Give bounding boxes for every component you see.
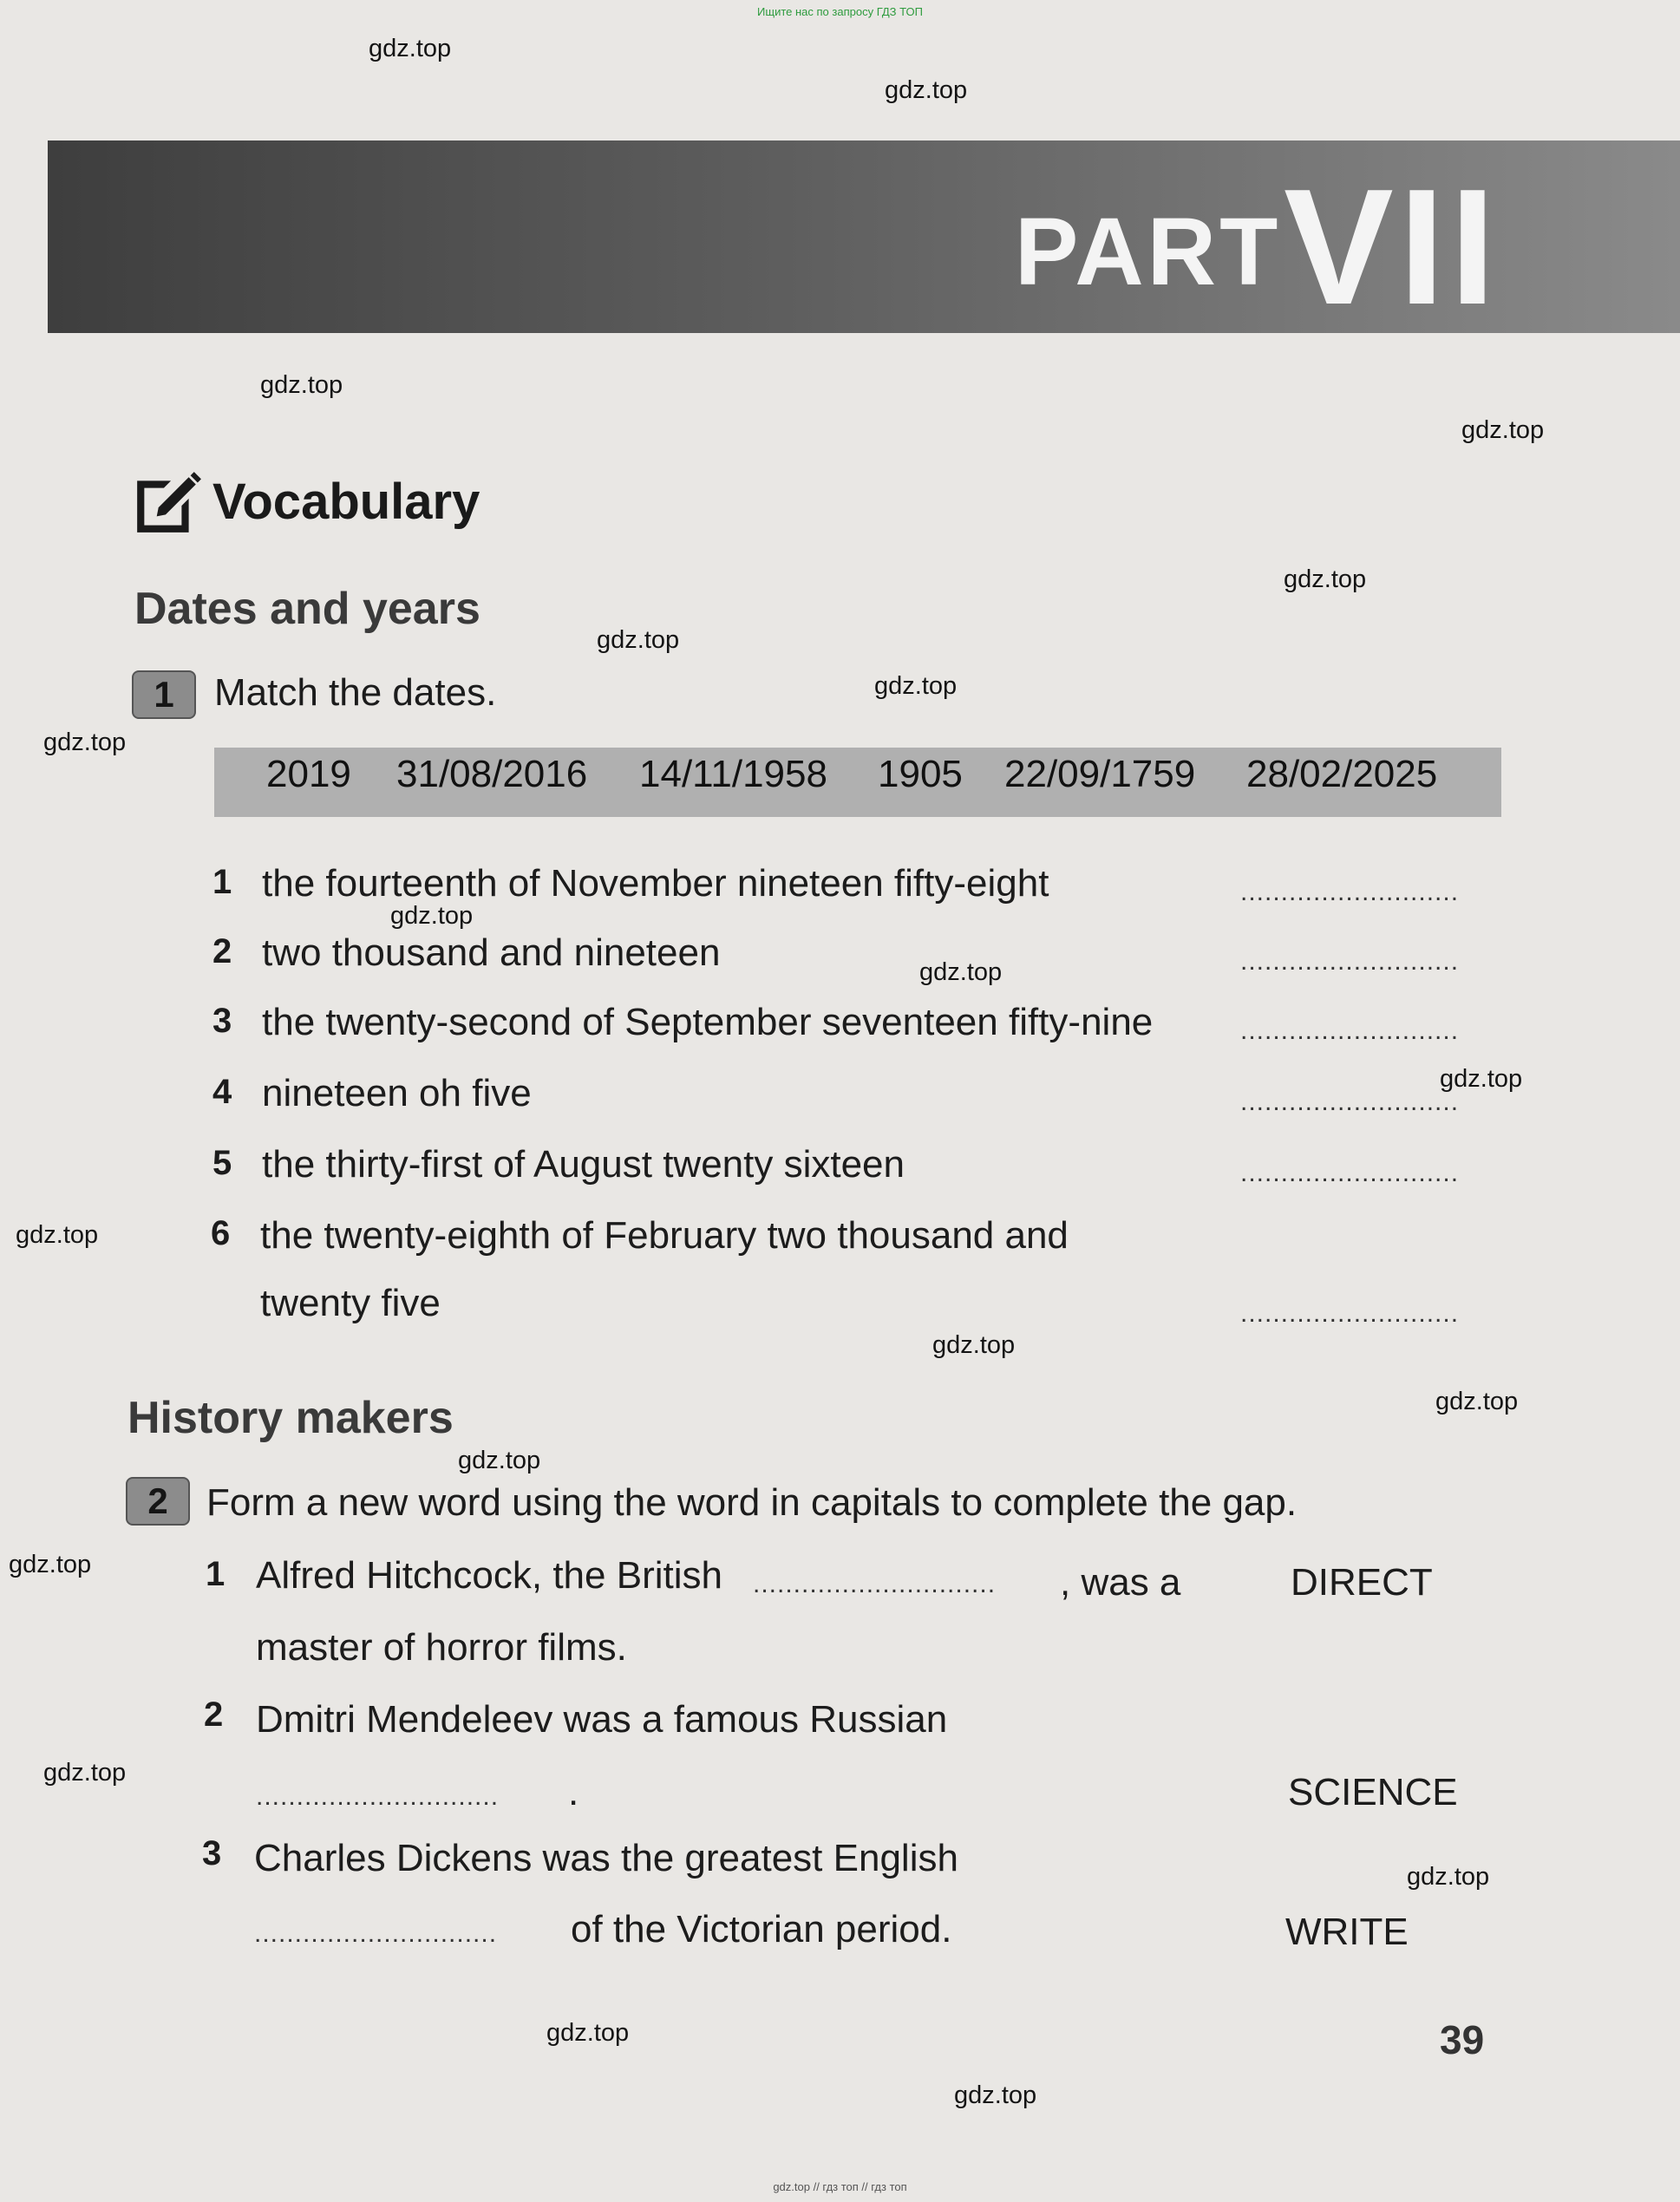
answer-blank[interactable]: ........................... [1240,1299,1460,1328]
answer-blank[interactable]: ........................... [1240,1159,1460,1187]
watermark: gdz.top [458,1447,541,1474]
item-number: 1 [206,1555,226,1593]
vocabulary-title: Vocabulary [212,474,480,530]
date-phrase-continued: twenty five [260,1282,441,1324]
item-number: 2 [212,932,232,970]
capital-word: SCIENCE [1288,1771,1458,1813]
date-phrase: the thirty-first of August twenty sixteen [262,1143,905,1186]
date-phrase: the twenty-second of September seventeen fifty-nine [262,1001,1154,1043]
sentence-text: Dmitri Mendeleev was a famous Russian [256,1698,948,1741]
part-number: VII [1284,155,1501,339]
watermark: gdz.top [1440,1065,1523,1093]
date-phrase: the fourteenth of November nineteen fifty-eight [262,862,1049,905]
answer-blank[interactable]: .............................. [254,1919,498,1948]
pencil-box-icon [132,467,203,538]
watermark: gdz.top [1284,565,1367,593]
item-number: 4 [212,1073,232,1111]
item-number: 6 [211,1214,231,1252]
date-option: 2019 [266,753,351,795]
date-phrase: nineteen oh five [262,1072,532,1114]
top-search-note: Ищите нас по запросу ГДЗ ТОП [757,5,923,18]
item-number: 3 [212,1002,232,1040]
answer-blank[interactable]: .............................. [753,1570,997,1598]
answer-blank[interactable]: .............................. [256,1782,500,1811]
date-option: 28/02/2025 [1246,753,1438,795]
sentence-text: of the Victorian period. [571,1908,952,1950]
watermark: gdz.top [260,371,343,399]
item-number: 1 [212,863,232,901]
exercise-number-badge: 1 [132,670,196,719]
answer-blank[interactable]: ........................... [1240,1016,1460,1045]
section-heading-dates: Dates and years [134,584,480,634]
watermark: gdz.top [1407,1863,1490,1891]
date-phrase: the twenty-eighth of February two thousand and [260,1214,1069,1257]
sentence-text: master of horror films. [256,1626,627,1669]
sentence-text: . [568,1771,579,1813]
exercise-number-badge: 2 [126,1477,190,1526]
capital-word: WRITE [1285,1911,1409,1953]
watermark: gdz.top [597,626,680,654]
section-heading-history: History makers [127,1393,454,1443]
date-option: 14/11/1958 [639,753,827,795]
item-number: 5 [212,1144,232,1182]
date-option: 22/09/1759 [1004,753,1196,795]
date-option: 31/08/2016 [396,753,588,795]
watermark: gdz.top [919,958,1003,986]
watermark: gdz.top [43,1759,127,1787]
item-number: 3 [202,1834,222,1872]
answer-blank[interactable]: ........................... [1240,878,1460,906]
date-option: 1905 [878,753,963,795]
watermark: gdz.top [885,76,968,104]
sentence-text: , was a [1060,1561,1181,1604]
watermark: gdz.top [9,1551,92,1578]
watermark: gdz.top [1435,1388,1519,1415]
answer-blank[interactable]: ........................... [1240,947,1460,976]
watermark: gdz.top [874,672,958,700]
watermark: gdz.top [369,35,452,62]
watermark: gdz.top [546,2019,630,2047]
watermark: gdz.top [390,902,474,930]
exercise-instruction: Match the dates. [214,671,497,714]
bottom-note: gdz.top // гдз топ // гдз топ [773,2180,907,2193]
exercise-instruction: Form a new word using the word in capitals to complete the gap. [206,1481,1298,1524]
sentence-text: Alfred Hitchcock, the British [256,1554,722,1597]
watermark: gdz.top [43,729,127,756]
answer-blank[interactable]: ........................... [1240,1088,1460,1116]
page-number: 39 [1440,2017,1485,2062]
item-number: 2 [204,1696,224,1734]
watermark: gdz.top [16,1221,99,1249]
date-phrase: two thousand and nineteen [262,931,721,974]
watermark: gdz.top [932,1331,1016,1359]
sentence-text: Charles Dickens was the greatest English [254,1837,958,1879]
watermark: gdz.top [954,2081,1037,2109]
watermark: gdz.top [1461,416,1545,444]
part-word: PART [1015,199,1282,305]
capital-word: DIRECT [1291,1561,1433,1604]
